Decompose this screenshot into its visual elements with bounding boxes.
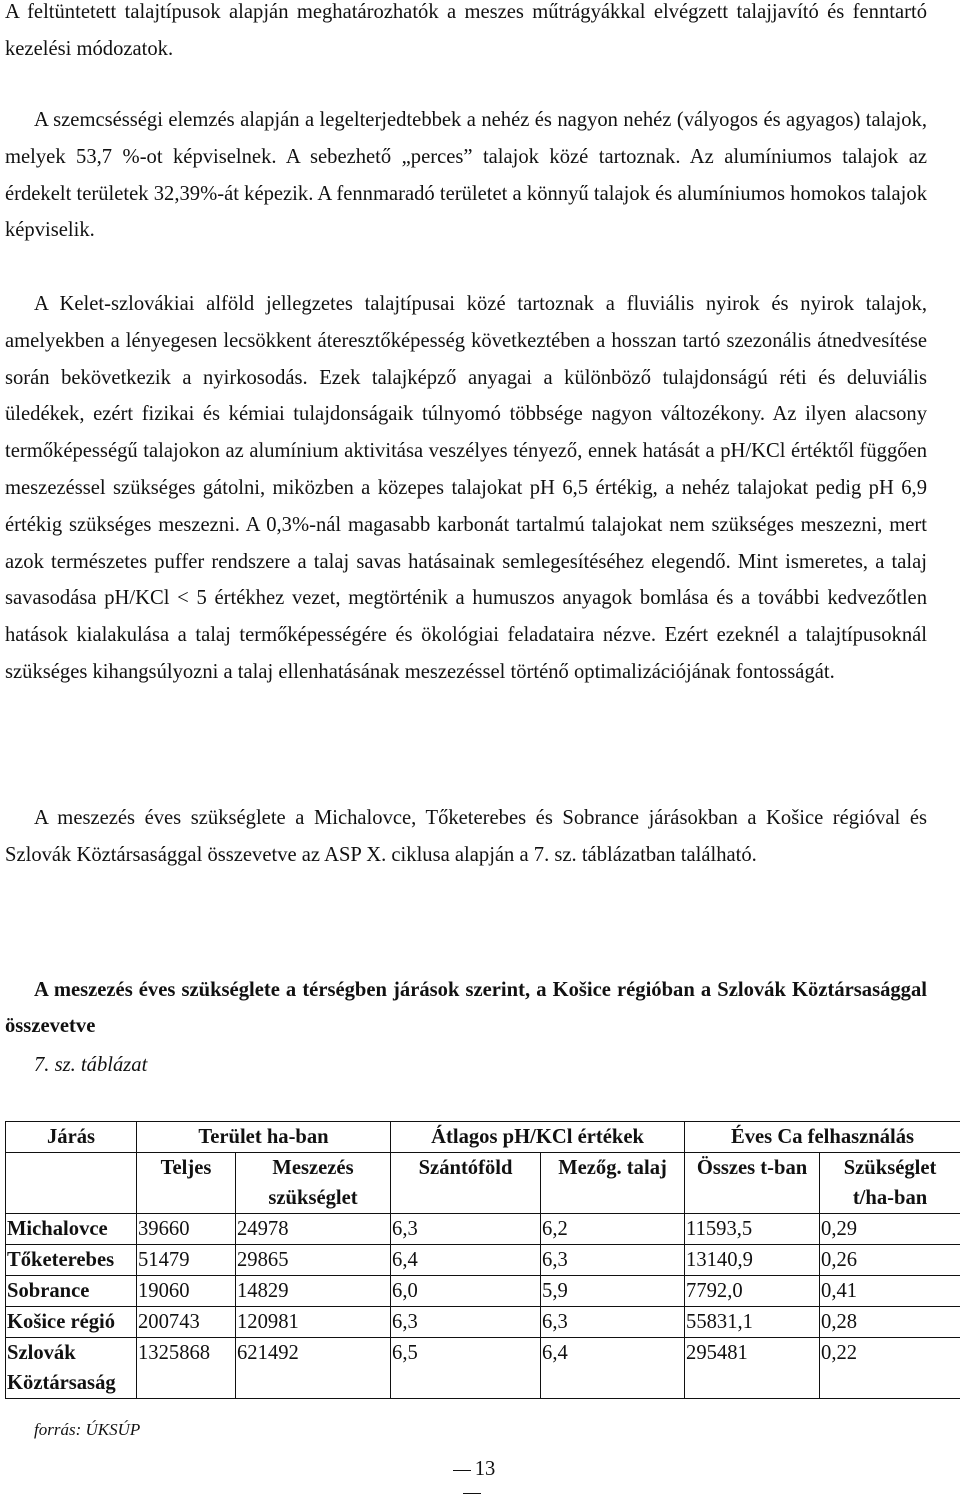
- row-label: Košice régió: [6, 1307, 137, 1338]
- table-row: [6, 1276, 960, 1307]
- table-subheader-row: [6, 1153, 960, 1214]
- subheader-total: Teljes: [137, 1153, 236, 1214]
- cell: 1325868: [137, 1338, 236, 1399]
- cell: 120981: [236, 1307, 391, 1338]
- cell: 295481: [685, 1338, 820, 1399]
- cell: 6,3: [541, 1307, 685, 1338]
- cell: 6,2: [541, 1214, 685, 1245]
- table-row: [6, 1338, 960, 1399]
- cell: 0,29: [820, 1214, 960, 1245]
- cell: 6,3: [541, 1245, 685, 1276]
- subheader-total-t: Összes t-ban: [685, 1153, 820, 1214]
- table-caption: A meszezés éves szükséglete a térségben járások szerint, a Košice régióban a Szlovák Köztársasággal összevetve: [5, 972, 927, 1044]
- liming-table: [5, 1121, 960, 1399]
- cell: 5,9: [541, 1276, 685, 1307]
- table-source: forrás: ÚKSÚP: [34, 1420, 140, 1440]
- cell: 7792,0: [685, 1276, 820, 1307]
- cell: 6,4: [391, 1245, 541, 1276]
- paragraph-soil-types: A Kelet-szlovákiai alföld jellegzetes talajtípusai közé tartoznak a fluviális nyirok és nyirok talajok, amelyekben a lényegesen lecsökkent áteresztőképesség következtében a hosszan tartó szezonális átnedvesítése során bekövetkezik a nyirkosodás. Ezek talajképző anyagai a különböző tulajdonságú réti és deluviális üledékek, ezért fizikai és kémiai tulajdonságaik túlnyomó többsége nagyon változékony. Az ilyen alacsony termőképességű talajokon az alumínium aktivitása veszélyes tényező, ennek hatását a pH/KCl értéktől függően meszezéssel szükséges gátolni, miközben a közepes talajokat pH 6,5 értékig, a nehéz talajokat pedig pH 6,9 értékig szükséges meszezni. A 0,3%-nál magasabb karbonát tartalmú talajokat nem szükséges meszezni, mert azok természetes puffer rendszere a talaj savas hatásainak semlegesítéséhez elegendő. Mint ismeretes, a talaj savasodása pH/KCl < 5 értékhez vezet, megtörténik a humuszos anyagok bomlása és a további kedvezőtlen hatások kialakulása a talaj termőképességére és ökológiai feladataira nézve. Ezért ezeknél a talajtípusoknál szükséges kihangsúlyozni a talaj ellenhatásának meszezéssel történő optimalizációjának fontosságát.: [5, 286, 927, 691]
- row-label: Michalovce: [6, 1214, 137, 1245]
- subheader-agri-land: Mezőg. talaj: [541, 1153, 685, 1214]
- subheader-need-tha: Szükséglet t/ha-ban: [820, 1153, 960, 1214]
- row-label: Tőketerebes: [6, 1245, 137, 1276]
- paragraph-grain-analysis: A szemcsésségi elemzés alapján a legelterjedtebbek a nehéz és nagyon nehéz (vályogos és agyagos) talajok, melyek 53,7 %-ot képviselnek. A sebezhető „perces” talajok közé tartoznak. Az alumíniumos talajok az érdekelt területek 32,39%-át képezik. A fennmaradó területet a könnyű talajok és alumíniumos homokos talajok képviselik.: [5, 102, 927, 249]
- row-label: Szlovák Köztársaság: [6, 1338, 137, 1399]
- cell: 11593,5: [685, 1214, 820, 1245]
- cell: 0,41: [820, 1276, 960, 1307]
- cell: 0,22: [820, 1338, 960, 1399]
- cell: 55831,1: [685, 1307, 820, 1338]
- cell: 621492: [236, 1338, 391, 1399]
- dash-right: [463, 1493, 481, 1494]
- table-row: [6, 1245, 960, 1276]
- page-number: 13: [442, 1458, 502, 1504]
- header-district: Járás: [6, 1122, 137, 1153]
- header-area: Terület ha-ban: [137, 1122, 391, 1153]
- table-header-row: [6, 1122, 960, 1153]
- dash-left: [453, 1470, 471, 1471]
- row-label: Sobrance: [6, 1276, 137, 1307]
- subheader-empty: [6, 1153, 137, 1214]
- header-ca-use: Éves Ca felhasználás: [685, 1122, 960, 1153]
- cell: 6,5: [391, 1338, 541, 1399]
- cell: 6,3: [391, 1214, 541, 1245]
- subheader-liming-need: Meszezés szükséglet: [236, 1153, 391, 1214]
- cell: 0,28: [820, 1307, 960, 1338]
- table-row: [6, 1307, 960, 1338]
- cell: 6,4: [541, 1338, 685, 1399]
- cell: 6,0: [391, 1276, 541, 1307]
- cell: 19060: [137, 1276, 236, 1307]
- cell: 39660: [137, 1214, 236, 1245]
- subheader-arable: Szántóföld: [391, 1153, 541, 1214]
- cell: 24978: [236, 1214, 391, 1245]
- paragraph-liming-need: A meszezés éves szükséglete a Michalovce, Tőketerebes és Sobrance járásokban a Košice régióval és Szlovák Köztársasággal összevetve az ASP X. ciklusa alapján a 7. sz. táblázatban található.: [5, 800, 927, 874]
- paragraph-intro: A feltüntetett talajtípusok alapján meghatározhatók a meszes műtrágyákkal elvégzett talajjavító és fenntartó kezelési módozatok.: [5, 0, 927, 68]
- table-number: 7. sz. táblázat: [34, 1054, 147, 1077]
- table-row: [6, 1214, 960, 1245]
- header-ph: Átlagos pH/KCl értékek: [391, 1122, 685, 1153]
- cell: 0,26: [820, 1245, 960, 1276]
- cell: 13140,9: [685, 1245, 820, 1276]
- cell: 29865: [236, 1245, 391, 1276]
- cell: 200743: [137, 1307, 236, 1338]
- cell: 6,3: [391, 1307, 541, 1338]
- cell: 14829: [236, 1276, 391, 1307]
- cell: 51479: [137, 1245, 236, 1276]
